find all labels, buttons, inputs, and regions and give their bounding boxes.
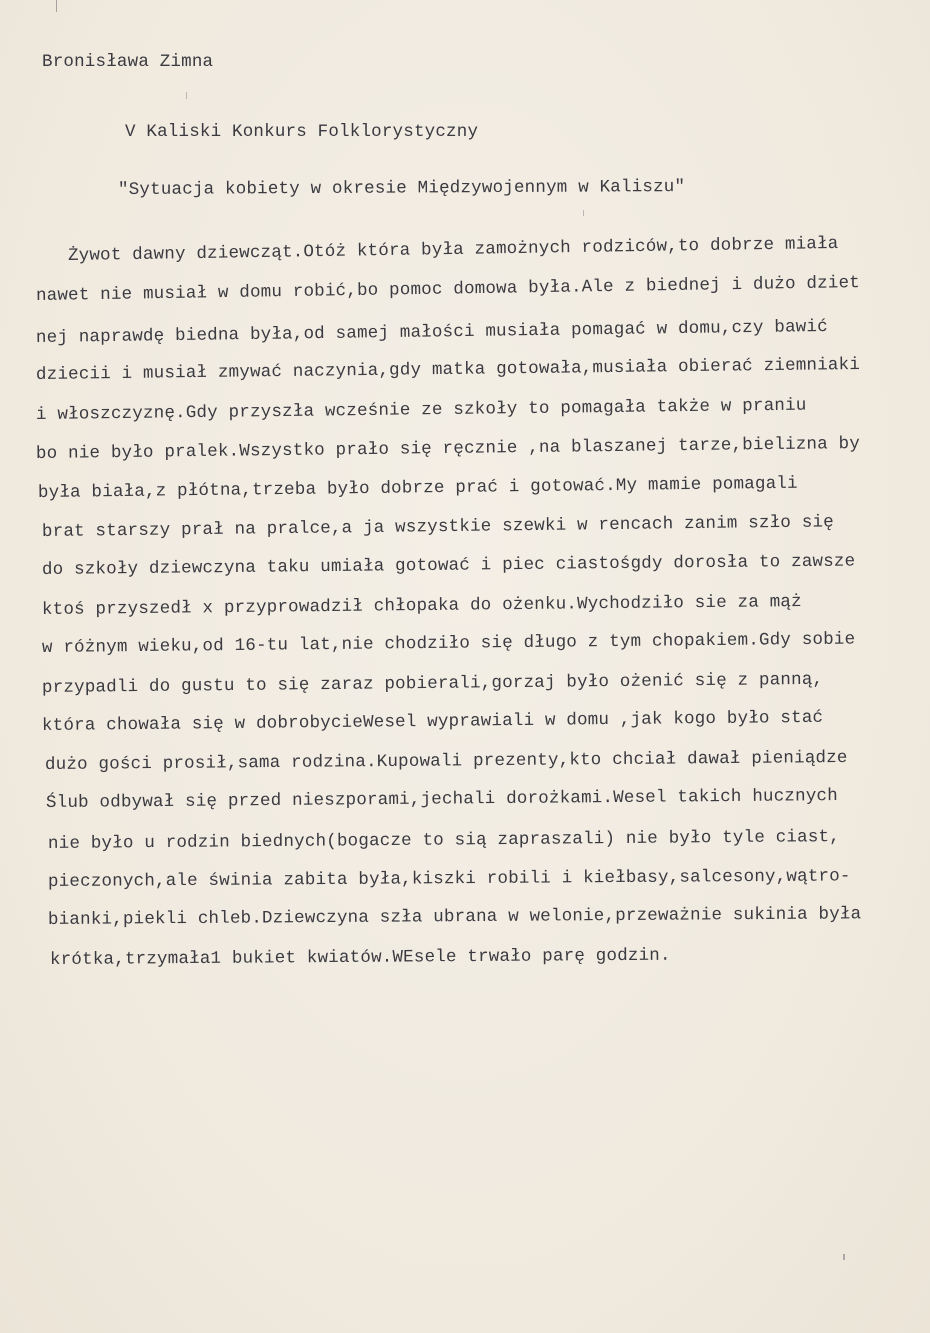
document-title: "Sytuacja kobiety w okresie Międzywojennym w Kaliszu": [117, 177, 686, 200]
paper-mark: [186, 92, 187, 99]
body-line: Ślub odbywał się przed nieszporami,jechali dorożkami.Wesel takich hucznych: [45, 786, 838, 813]
body-line: pieczonych,ale świnia zabita była,kiszki robili i kiełbasy,salcesony,wątro-: [47, 866, 851, 892]
body-line: brat starszy prał na pralce,a ja wszystkie szewki w rencach zanim szło się: [41, 512, 835, 542]
paper-mark: [843, 1254, 845, 1260]
contest-heading: V Kaliski Konkurs Folklorystyczny: [125, 122, 479, 142]
body-line: która chowała się w dobrobycieWesel wyprawiali w domu ,jak kogo było stać: [41, 707, 824, 736]
author-name: Bronisława Zimna: [42, 52, 214, 72]
body-line: nie było u rodzin biednych(bogacze to sią zapraszali) nie było tyle ciast,: [47, 827, 840, 854]
body-line: nej naprawdę biedna była,od samej małości musiała pomagać w domu,czy bawić: [35, 316, 828, 348]
body-line: i włoszczyznę.Gdy przyszła wcześnie ze szkoły to pomagała także w praniu: [35, 395, 807, 425]
body-line: w różnym wieku,od 16-tu lat,nie chodziło się długo z tym chopakiem.Gdy sobie: [41, 629, 856, 658]
body-line: była biała,z płótna,trzeba było dobrze prać i gotować.My mamie pomagali: [37, 473, 798, 503]
body-line: bianki,piekli chleb.Dziewczyna szła ubrana w welonie,przeważnie sukinia była: [47, 904, 862, 930]
body-line: Żywot dawny dziewcząt.Otóż która była zamożnych rodziców,to dobrze miała: [67, 233, 839, 266]
body-line: do szkoły dziewczyna taku umiała gotować i piec ciastośgdy dorosła to zawsze: [41, 551, 856, 580]
body-line: ktoś przyszedł x przyprowadził chłopaka do ożenku.Wychodziło sie za mąż: [41, 592, 802, 620]
body-line: dużo gości prosił,sama rodzina.Kupowali prezenty,kto chciał dawał pieniądze: [44, 747, 848, 775]
body-line: dziecii i musiał zmywać naczynia,gdy matka gotowała,musiała obierać ziemniaki: [35, 354, 861, 385]
body-line: nawet nie musiał w domu robić,bo pomoc domowa była.Ale z biednej i dużo dziet: [35, 273, 861, 306]
paper-mark: [56, 0, 57, 12]
body-line: bo nie było pralek.Wszystko prało się ręcznie ,na blaszanej tarze,bielizna by: [35, 433, 861, 464]
body-line: krótka,trzymała1 bukiet kwiatów.WEsele trwało parę godzin.: [49, 945, 671, 970]
body-line: przypadli do gustu to się zaraz pobierali,gorzaj było ożenić się z panną,: [41, 669, 824, 698]
paper-mark: [583, 210, 584, 216]
